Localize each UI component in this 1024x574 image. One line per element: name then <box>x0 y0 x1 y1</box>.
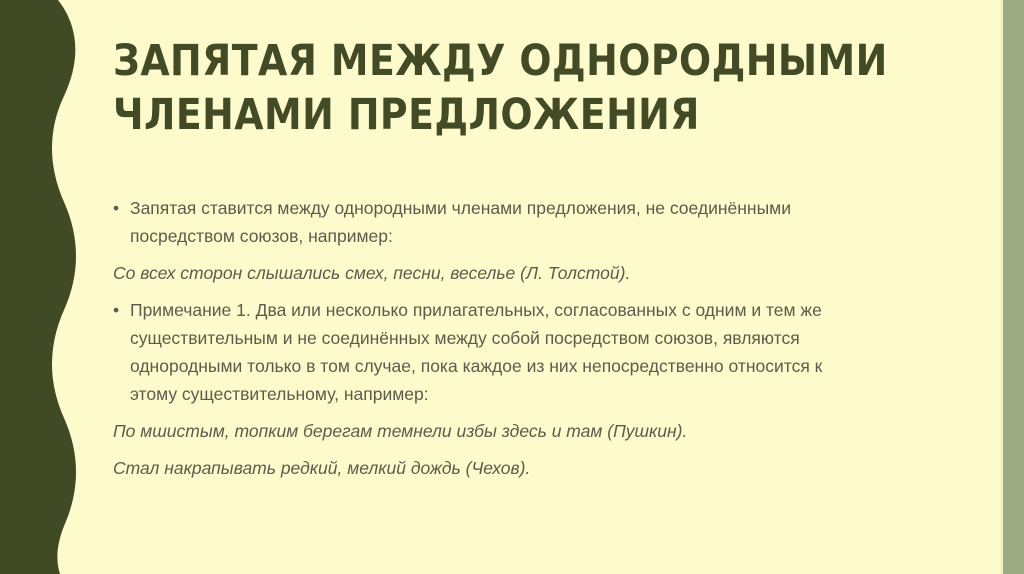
slide-title-line-1: ЗАПЯТАЯ МЕЖДУ ОДНОРОДНЫМИ <box>113 36 888 86</box>
bullet-marker: • <box>113 300 120 320</box>
slide-title <box>113 34 887 142</box>
right-accent-strip <box>1003 0 1024 574</box>
example-2: По мшистым, топким берегам темнели избы здесь и там (Пушкин). <box>113 421 688 441</box>
left-wavy-band <box>0 0 80 574</box>
bullet-2-line-4: этому существительному, например: <box>130 384 429 404</box>
slide-content <box>113 194 913 491</box>
wavy-band-shape <box>0 0 76 574</box>
bullet-item-1 <box>113 194 913 250</box>
example-1: Со всех сторон слышались смех, песни, веселье (Л. Толстой). <box>113 263 631 283</box>
example-3: Стал накрапывать редкий, мелкий дождь (Чехов). <box>113 458 531 478</box>
bullet-marker: • <box>113 198 120 218</box>
bullet-2-line-1: Примечание 1. Два или несколько прилагательных, согласованных с одним и тем же <box>130 300 822 320</box>
bullet-1-line-2: посредством союзов, например: <box>130 226 393 246</box>
slide-title-line-2: ЧЛЕНАМИ ПРЕДЛОЖЕНИЯ <box>113 90 700 140</box>
bullet-1-line-1: Запятая ставится между однородными членами предложения, не соединёнными <box>130 198 791 218</box>
bullet-2-line-2: существительным и не соединённых между собой посредством союзов, являются <box>130 328 800 348</box>
bullet-2-line-3: однородными только в том случае, пока каждое из них непосредственно относится к <box>130 356 823 376</box>
bullet-item-2 <box>113 296 913 408</box>
